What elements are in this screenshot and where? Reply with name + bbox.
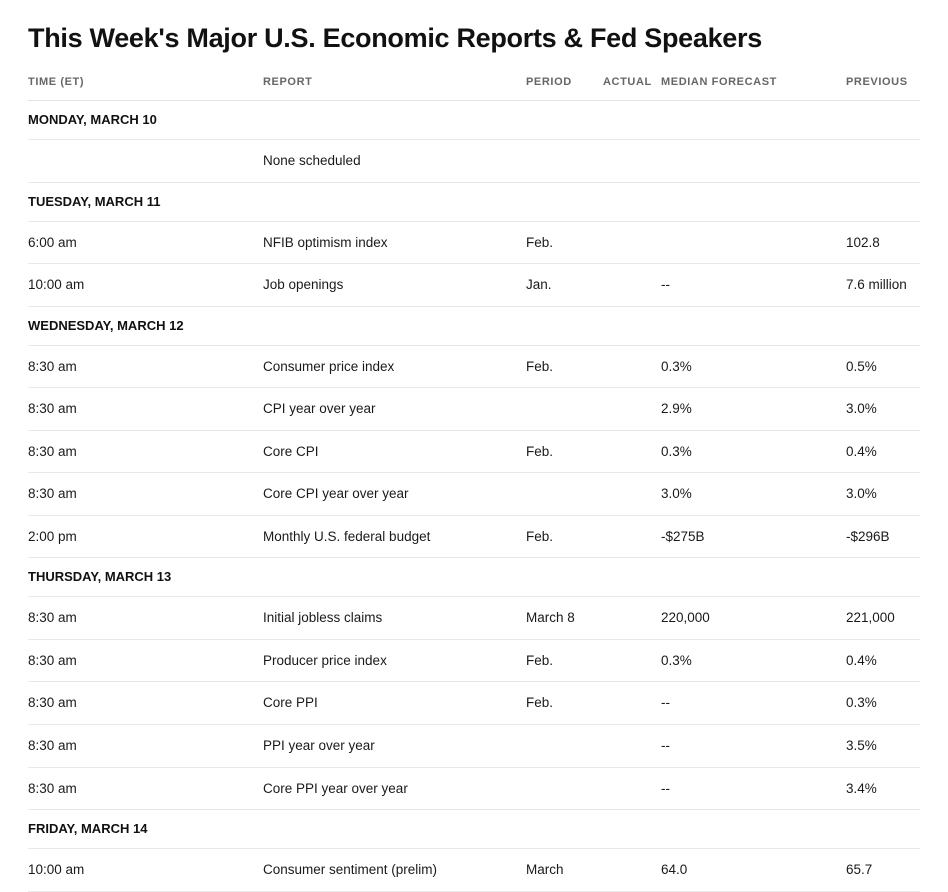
day-header-row — [28, 558, 920, 597]
cell-time: 8:30 am — [28, 724, 263, 767]
cell-time: 10:00 am — [28, 848, 263, 891]
cell-time: 2:00 pm — [28, 515, 263, 558]
cell-period — [526, 473, 603, 516]
cell-median-forecast: -- — [661, 767, 846, 810]
cell-report: Monthly U.S. federal budget — [263, 515, 526, 558]
cell-actual — [603, 597, 661, 640]
cell-median-forecast: -- — [661, 264, 846, 307]
cell-actual — [603, 221, 661, 264]
column-header-median-forecast: MEDIAN FORECAST — [661, 76, 846, 101]
cell-report: Producer price index — [263, 639, 526, 682]
column-header-actual: ACTUAL — [603, 76, 661, 101]
table-row — [28, 639, 920, 682]
day-label: FRIDAY, MARCH 14 — [28, 810, 920, 849]
day-header-row — [28, 182, 920, 221]
column-header-previous: PREVIOUS — [846, 76, 920, 101]
table-body — [28, 101, 920, 891]
cell-time: 6:00 am — [28, 221, 263, 264]
cell-actual — [603, 473, 661, 516]
cell-median-forecast: -$275B — [661, 515, 846, 558]
table-row — [28, 724, 920, 767]
day-header-row — [28, 101, 920, 140]
day-label: MONDAY, MARCH 10 — [28, 101, 920, 140]
cell-period: March 8 — [526, 597, 603, 640]
cell-report: NFIB optimism index — [263, 221, 526, 264]
cell-previous: 7.6 million — [846, 264, 920, 307]
cell-time: 8:30 am — [28, 639, 263, 682]
cell-period — [526, 388, 603, 431]
cell-actual — [603, 388, 661, 431]
table-row — [28, 264, 920, 307]
day-header-row — [28, 810, 920, 849]
cell-period: Feb. — [526, 682, 603, 725]
day-label: THURSDAY, MARCH 13 — [28, 558, 920, 597]
cell-report: PPI year over year — [263, 724, 526, 767]
cell-actual — [603, 848, 661, 891]
column-header-time: TIME (ET) — [28, 76, 263, 101]
cell-median-forecast: 0.3% — [661, 639, 846, 682]
cell-report: Core PPI year over year — [263, 767, 526, 810]
column-header-report: REPORT — [263, 76, 526, 101]
cell-previous: 0.4% — [846, 639, 920, 682]
cell-report: None scheduled — [263, 140, 526, 183]
cell-previous: 221,000 — [846, 597, 920, 640]
cell-median-forecast: 3.0% — [661, 473, 846, 516]
cell-median-forecast: -- — [661, 724, 846, 767]
cell-period — [526, 767, 603, 810]
cell-previous: 3.4% — [846, 767, 920, 810]
cell-time: 8:30 am — [28, 597, 263, 640]
economic-reports-table — [28, 76, 920, 891]
table-header — [28, 76, 920, 101]
cell-median-forecast — [661, 140, 846, 183]
cell-median-forecast: 220,000 — [661, 597, 846, 640]
cell-time: 8:30 am — [28, 430, 263, 473]
table-header-row — [28, 76, 920, 101]
table-row — [28, 221, 920, 264]
cell-previous: 102.8 — [846, 221, 920, 264]
table-row — [28, 473, 920, 516]
cell-time: 8:30 am — [28, 767, 263, 810]
cell-report: Initial jobless claims — [263, 597, 526, 640]
cell-median-forecast: 64.0 — [661, 848, 846, 891]
cell-actual — [603, 140, 661, 183]
page-title: This Week's Major U.S. Economic Reports & Fed Speakers — [28, 23, 762, 53]
cell-period: March — [526, 848, 603, 891]
cell-report: Core CPI year over year — [263, 473, 526, 516]
table-row — [28, 597, 920, 640]
table-row — [28, 430, 920, 473]
cell-time — [28, 140, 263, 183]
table-row — [28, 682, 920, 725]
economic-calendar-page — [0, 22, 948, 892]
cell-time: 8:30 am — [28, 473, 263, 516]
cell-actual — [603, 639, 661, 682]
cell-time: 10:00 am — [28, 264, 263, 307]
cell-previous — [846, 140, 920, 183]
cell-period: Jan. — [526, 264, 603, 307]
cell-period: Feb. — [526, 639, 603, 682]
cell-median-forecast: 0.3% — [661, 345, 846, 388]
cell-previous: -$296B — [846, 515, 920, 558]
cell-actual — [603, 430, 661, 473]
table-row — [28, 767, 920, 810]
cell-actual — [603, 264, 661, 307]
cell-period: Feb. — [526, 430, 603, 473]
cell-report: CPI year over year — [263, 388, 526, 431]
cell-previous: 0.4% — [846, 430, 920, 473]
cell-actual — [603, 724, 661, 767]
cell-report: Core CPI — [263, 430, 526, 473]
cell-time: 8:30 am — [28, 682, 263, 725]
table-row — [28, 345, 920, 388]
cell-report: Consumer sentiment (prelim) — [263, 848, 526, 891]
day-label: TUESDAY, MARCH 11 — [28, 182, 920, 221]
cell-report: Consumer price index — [263, 345, 526, 388]
cell-time: 8:30 am — [28, 388, 263, 431]
cell-actual — [603, 682, 661, 725]
cell-actual — [603, 345, 661, 388]
day-header-row — [28, 306, 920, 345]
cell-median-forecast: 0.3% — [661, 430, 846, 473]
table-row — [28, 848, 920, 891]
cell-actual — [603, 515, 661, 558]
cell-previous: 65.7 — [846, 848, 920, 891]
cell-period: Feb. — [526, 345, 603, 388]
cell-previous: 3.0% — [846, 473, 920, 516]
cell-median-forecast: -- — [661, 682, 846, 725]
table-row — [28, 140, 920, 183]
cell-previous: 3.5% — [846, 724, 920, 767]
cell-period: Feb. — [526, 515, 603, 558]
cell-report: Job openings — [263, 264, 526, 307]
cell-median-forecast — [661, 221, 846, 264]
day-label: WEDNESDAY, MARCH 12 — [28, 306, 920, 345]
cell-period — [526, 724, 603, 767]
cell-actual — [603, 767, 661, 810]
cell-median-forecast: 2.9% — [661, 388, 846, 431]
cell-previous: 0.3% — [846, 682, 920, 725]
cell-previous: 3.0% — [846, 388, 920, 431]
cell-period — [526, 140, 603, 183]
table-row — [28, 388, 920, 431]
cell-period: Feb. — [526, 221, 603, 264]
table-row — [28, 515, 920, 558]
cell-time: 8:30 am — [28, 345, 263, 388]
column-header-period: PERIOD — [526, 76, 603, 101]
cell-previous: 0.5% — [846, 345, 920, 388]
cell-report: Core PPI — [263, 682, 526, 725]
